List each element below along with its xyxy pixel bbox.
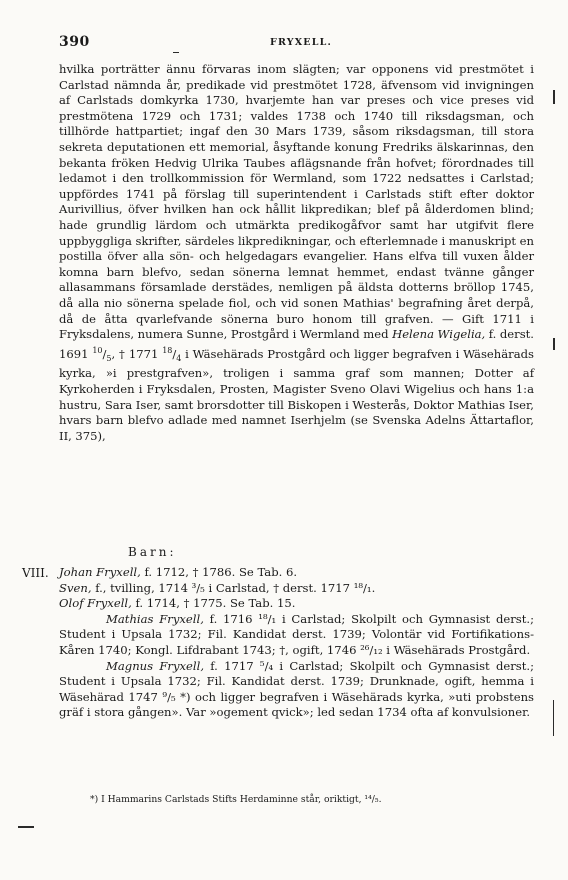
child-text: f., tvilling, 1714 ³/₅ i Carlstad, † derst. 1717 ¹⁸/₁. bbox=[91, 580, 376, 595]
child-name: Olof Fryxell, bbox=[59, 596, 132, 611]
body-text-tail: i Wäsehärads Prostgård och ligger begrafven i Wäsehärads kyrka, »i prestgrafven», troligen i samma graf som mannen; Dotter af Kyrkoherden i Fryksdalen, Prosten, Magister Sveno Olavi Wigelius och hans 1:a hustru, Sara Iser, samt brorsdotter till Biskopen i Westerås, Doktor Mathias Iser, hvars barn blefvo adlade med namnet Iserhjelm (se Svenska Adelns Ättartaflor, II, 375), bbox=[59, 346, 534, 443]
child-name: Sven, bbox=[59, 580, 92, 595]
child-entry bbox=[59, 565, 534, 581]
body-text-after-wife: f. derst. 1691 bbox=[59, 327, 534, 361]
child-name: Magnus Fryxell, bbox=[106, 658, 205, 673]
death-day: 18 bbox=[162, 345, 173, 355]
generation-label: VIII. bbox=[22, 566, 49, 580]
child-text: f. 1716 ¹⁸/₁ i Carlstad; Skolpilt och Gymnasist derst.; Student i Upsala 1732; Fil. Kandidat derst. 1739; Volontär vid Fortifikations-Kåren 1740; Kongl. Lifdrabant 1743; †, ogift, 1746 ²⁶/₁₂ i Wäsehärads Prostgård. bbox=[59, 611, 534, 657]
birth-day: 10 bbox=[92, 345, 103, 355]
child-text: f. 1714, † 1775. Se Tab. 15. bbox=[131, 596, 296, 611]
child-entry bbox=[59, 581, 534, 597]
child-text: f. 1712, † 1786. Se Tab. 6. bbox=[140, 565, 298, 579]
margin-mark bbox=[553, 700, 554, 736]
margin-mark bbox=[553, 90, 555, 104]
child-entry bbox=[59, 612, 534, 659]
birth-month: 5 bbox=[106, 353, 112, 363]
wife-name: Helena Wigelia, bbox=[392, 327, 486, 342]
margin-mark bbox=[173, 52, 179, 53]
body-text-after-birth: , † 1771 bbox=[111, 346, 163, 361]
child-text: f. 1717 ⁵/₄ i Carlstad; Skolpilt och Gymnasist derst.; Student i Upsala 1732; Fil. Kandidat derst. 1739; Drunknade, ogift, hemma i Wäsehärad 1747 ⁹/₅ *) och ligger begrafven i Wäsehärads kyrka, »uti probstens gräf i stora gången». Var »ogement qvick»; led sedan 1734 ofta af konvulsioner. bbox=[59, 658, 534, 720]
running-head: FRYXELL. bbox=[270, 37, 333, 48]
children-list bbox=[59, 565, 534, 721]
child-entry bbox=[59, 596, 534, 612]
margin-mark bbox=[18, 826, 34, 828]
child-name: Mathias Fryxell, bbox=[106, 611, 204, 626]
children-heading: Barn: bbox=[128, 545, 177, 559]
margin-mark bbox=[553, 338, 555, 350]
child-entry bbox=[59, 659, 534, 721]
main-paragraph: hvilka porträtter ännu förvaras inom slägten; var opponens vid prestmötet i Carlstad nämnda år, predikade vid prestmötet 1728, äfvensom vid invigningen af Carlstads domkyrka 1730, hvarjemte han var preses och vice preses vid prestmötena 1729 och 1731; valdes 1738 och 1740 till riksdagsman, och tillhörde hattpartiet; ingaf den 30 Mars 1739, såsom riksdagsman, till stora sekreta deputationen ett memorial, åsyftande konung Fredriks älskarinnas, den bekanta fröken Hedvig Ulrika Taubes aflägsnande från hofvet; förordnades till ledamot i den trollkommission för Wermland, som 1722 nedsattes i Carlstad; uppfördes 1741 på förslag till superintendent i Carlstads stift efter doktor Aurivillius, öfver hvilken han ock hållit likpredikan; blef på ålderdomen blind; hade grundlig lärdom och utmärkta predikogåfvor samt har utgifvit flere uppbyggliga skrifter, särdeles likpredikningar, och efterlemnade i manuskript en postilla öfver alla sön- och helgedagars evangelier. Hans elfva till vuxen ålder komna barn blefvo, sedan sönerna lemnat hemmet, endast tvänne gånger allasammans församlade derstädes, nemligen på äldsta dotterns bröllop 1745, då alla nio sönerna spelade fiol, och vid sonen Mathias' begrafning året derpå, då de åtta qvarlefvande sönerna buro honom till grafven. — Gift 1711 i Fryksdalens, numera Sunne, Prostgård i Wermland med Helena Wigelia, f. derst. 1691 $^{10}/_5$, † 1771 $^{18}/_4$ i Wäsehärads Prostgård och ligger begrafven i Wäsehärads kyrka, »i prestgrafven», troligen i samma graf som mannen; Dotter af Kyrkoherden i Fryksdalen, Prosten, Magister Sveno Olavi Wigelius och hans 1:a hustru, Sara Iser, samt brorsdotter till Biskopen i Westerås, Doktor Mathias Iser, hvars barn blefvo adlade med namnet Iserhjelm (se Svenska Adelns Ättartaflor, II, 375), bbox=[59, 62, 534, 443]
footnote: *) I Hammarins Carlstads Stifts Herdaminne står, oriktigt, ¹⁴/₅. bbox=[90, 794, 382, 805]
child-name: Johan Fryxell, bbox=[59, 565, 141, 579]
page-number: 390 bbox=[59, 34, 90, 50]
body-text: hvilka porträtter ännu förvaras inom slägten; var opponens vid prestmötet i Carlstad nämnda år, predikade vid prestmötet 1728, äfvensom vid invigningen af Carlstads domkyrka 1730, hvarjemte han var preses och vice preses vid prestmötena 1729 och 1731; valdes 1738 och 1740 till riksdagsman, och tillhörde hattpartiet; ingaf den 30 Mars 1739, såsom riksdagsman, till stora sekreta deputationen ett memorial, åsyftande konung Fredriks älskarinnas, den bekanta fröken Hedvig Ulrika Taubes aflägsnande från hofvet; förordnades till ledamot i den trollkommission för Wermland, som 1722 nedsattes i Carlstad; uppfördes 1741 på förslag till superintendent i Carlstads stift efter doktor Aurivillius, öfver hvilken han ock hållit likpredikan; blef på ålderdomen blind; hade grundlig lärdom och utmärkta predikogåfvor samt har utgifvit flere uppbyggliga skrifter, särdeles likpredikningar, och efterlemnade i manuskript en postilla öfver alla sön- och helgedagars evangelier. Hans elfva till vuxen ålder komna barn blefvo, sedan sönerna lemnat hemmet, endast tvänne gånger allasammans församlade derstädes, nemligen på äldsta dotterns bröllop 1745, då alla nio sönerna spelade fiol, och vid sonen Mathias' begrafning året derpå, då de åtta qvarlefvande sönerna buro honom till grafven. — Gift 1711 i Fryksdalens, numera Sunne, Prostgård i Wermland med bbox=[59, 62, 534, 342]
death-month: 4 bbox=[176, 353, 182, 363]
